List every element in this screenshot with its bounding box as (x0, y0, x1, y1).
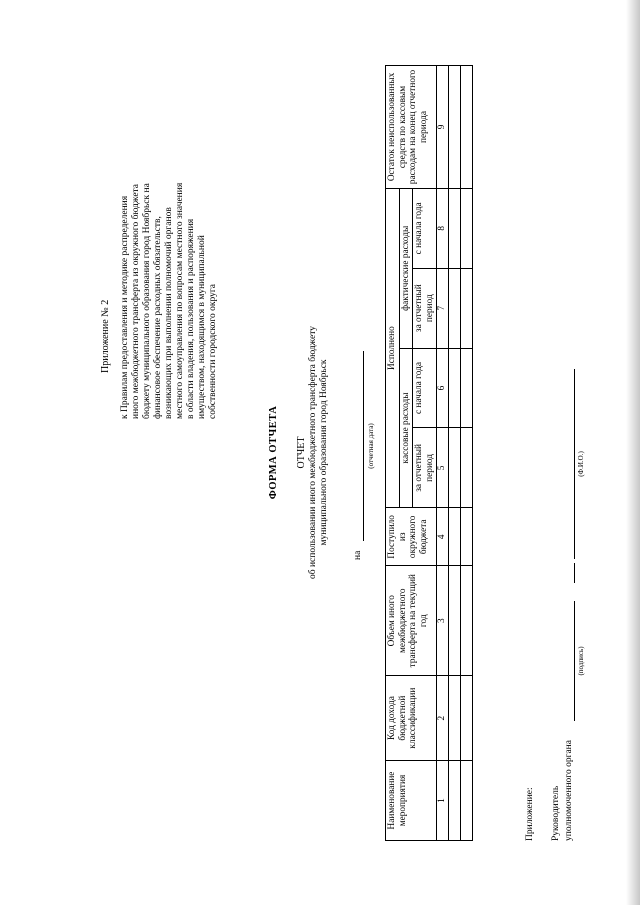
table-cell[interactable] (461, 566, 473, 676)
table-cell[interactable] (449, 66, 461, 189)
appendix-line: местного самоуправления по вопросам местного значения (175, 182, 185, 419)
appendix-line: к Правилам предоставления и методике распределения (120, 195, 130, 419)
annex-label: Приложение: (525, 787, 535, 841)
appendix-number: Приложение № 2 (100, 299, 111, 373)
table-cell[interactable] (449, 566, 461, 676)
table-cell[interactable] (449, 348, 461, 428)
table-cell[interactable] (449, 428, 461, 508)
table-cell[interactable] (461, 66, 473, 189)
header-actual-period: за отчетный период (413, 268, 437, 348)
header-actual-ytd: с начала года (413, 188, 437, 268)
column-number: 4 (437, 508, 449, 566)
appendix-line: в области владения, пользования и распоряжения (186, 218, 196, 419)
column-number: 9 (437, 66, 449, 189)
table-cell[interactable] (461, 761, 473, 841)
report-date-field[interactable] (363, 351, 364, 541)
header-cash-expenses: кассовые расходы (399, 348, 413, 508)
appendix-line: имуществом, находящимся в муниципальной (197, 235, 207, 419)
head-title-line2: уполномоченного органа (564, 740, 574, 841)
header-activity-name: Наименование мероприятия (386, 761, 437, 841)
table-column-numbers-row (437, 66, 449, 841)
appendix-line: собственности городского округа (208, 283, 218, 419)
column-number: 2 (437, 676, 449, 761)
table-cell[interactable] (461, 508, 473, 566)
header-cash-ytd: с начала года (413, 348, 437, 428)
header-received: Поступило из окружного бюджета (386, 508, 437, 566)
header-actual-expenses: фактические расходы (399, 188, 413, 348)
appendix-line: бюджету муниципального образования город Ноябрьск на (142, 183, 152, 419)
header-cash-period: за отчетный период (413, 428, 437, 508)
signature-caption: (подпись) (577, 646, 585, 676)
column-number: 7 (437, 268, 449, 348)
header-transfer-volume: Объем иного межбюджетного трансферта на текущий год (386, 566, 437, 676)
column-number: 5 (437, 428, 449, 508)
form-title: ФОРМА ОТЧЕТА (268, 405, 279, 500)
header-executed: Исполнено (386, 188, 400, 507)
appendix-line: иного межбюджетного трансферта из окружного бюджета (131, 183, 141, 419)
report-subtitle-line: об использовании иного межбюджетного трансферта бюджету (308, 326, 318, 579)
appendix-description (120, 59, 219, 419)
column-number: 8 (437, 188, 449, 268)
table-cell[interactable] (461, 268, 473, 348)
table-cell[interactable] (449, 508, 461, 566)
signature-field[interactable] (574, 601, 575, 721)
column-number: 1 (437, 761, 449, 841)
table-cell[interactable] (449, 268, 461, 348)
report-date-prefix: на (353, 550, 363, 560)
table-row (461, 66, 473, 841)
table-cell[interactable] (461, 676, 473, 761)
table-cell[interactable] (461, 188, 473, 268)
appendix-line: возникающих при выполнении полномочий органов (164, 207, 174, 419)
table-cell[interactable] (449, 188, 461, 268)
report-title: ОТЧЕТ (296, 436, 307, 469)
table-cell[interactable] (449, 761, 461, 841)
table-cell[interactable] (461, 428, 473, 508)
appendix-line: финансовое обеспечение расходных обязательств, (153, 216, 163, 419)
column-number: 3 (437, 566, 449, 676)
report-table (385, 65, 473, 841)
table-cell[interactable] (449, 676, 461, 761)
report-subtitle (308, 0, 330, 905)
column-number: 6 (437, 348, 449, 428)
table-row (449, 66, 461, 841)
report-subtitle-line: муниципального образования город Ноябрьск (319, 359, 329, 546)
signature-divider (574, 563, 575, 583)
full-name-field[interactable] (574, 369, 575, 559)
header-income-code: Код дохода бюджетной классификации (386, 676, 437, 761)
full-name-caption: (Ф.И.О.) (577, 451, 585, 477)
report-date-caption: (отчетная дата) (367, 423, 375, 469)
table-cell[interactable] (461, 348, 473, 428)
head-title-line1: Руководитель (551, 785, 561, 841)
header-balance: Остаток неиспользованных средств по кассовым расходам на конец отчетного периода (386, 66, 437, 189)
